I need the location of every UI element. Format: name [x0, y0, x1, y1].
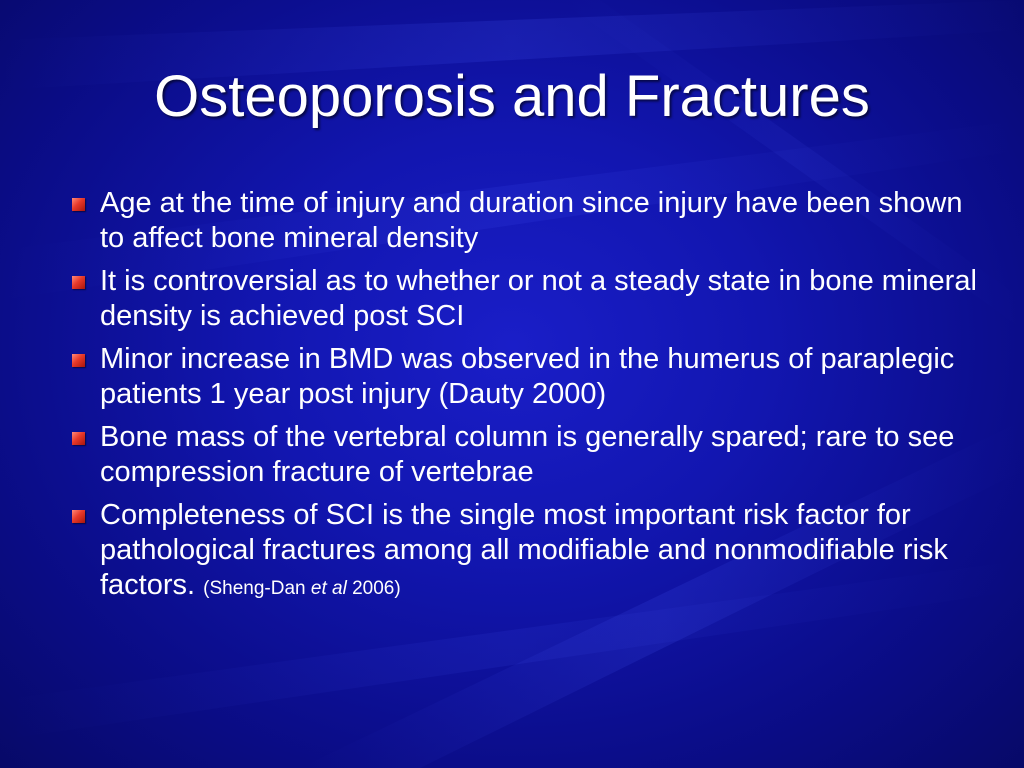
- bullet-text: Completeness of SCI is the single most important risk factor for pathological fractures among all modifiable and nonmodifiable risk factors.: [100, 499, 948, 601]
- citation-after: 2006): [346, 578, 401, 599]
- bullet-item: [60, 420, 980, 490]
- red-square-bullet-icon: [72, 276, 85, 289]
- bullet-text: It is controversial as to whether or not a steady state in bone mineral density is achieved post SCI: [100, 265, 977, 332]
- bullet-list: [60, 186, 980, 614]
- red-square-bullet-icon: [72, 510, 85, 523]
- red-square-bullet-icon: [72, 354, 85, 367]
- bullet-item: [60, 186, 980, 256]
- red-square-bullet-icon: [72, 432, 85, 445]
- bullet-item: [60, 264, 980, 334]
- red-square-bullet-icon: [72, 198, 85, 211]
- citation-et-al: et al: [310, 578, 347, 599]
- bullet-item: [60, 498, 980, 606]
- citation: [203, 578, 401, 599]
- citation-before: (Sheng-Dan: [203, 578, 311, 599]
- bullet-item: [60, 342, 980, 412]
- bullet-text: Bone mass of the vertebral column is generally spared; rare to see compression fracture of vertebrae: [100, 421, 955, 488]
- bullet-text: Age at the time of injury and duration since injury have been shown to affect bone mineral density: [100, 187, 963, 254]
- bullet-text: Minor increase in BMD was observed in the humerus of paraplegic patients 1 year post injury (Dauty 2000): [100, 343, 955, 410]
- slide-title: Osteoporosis and Fractures: [154, 64, 870, 129]
